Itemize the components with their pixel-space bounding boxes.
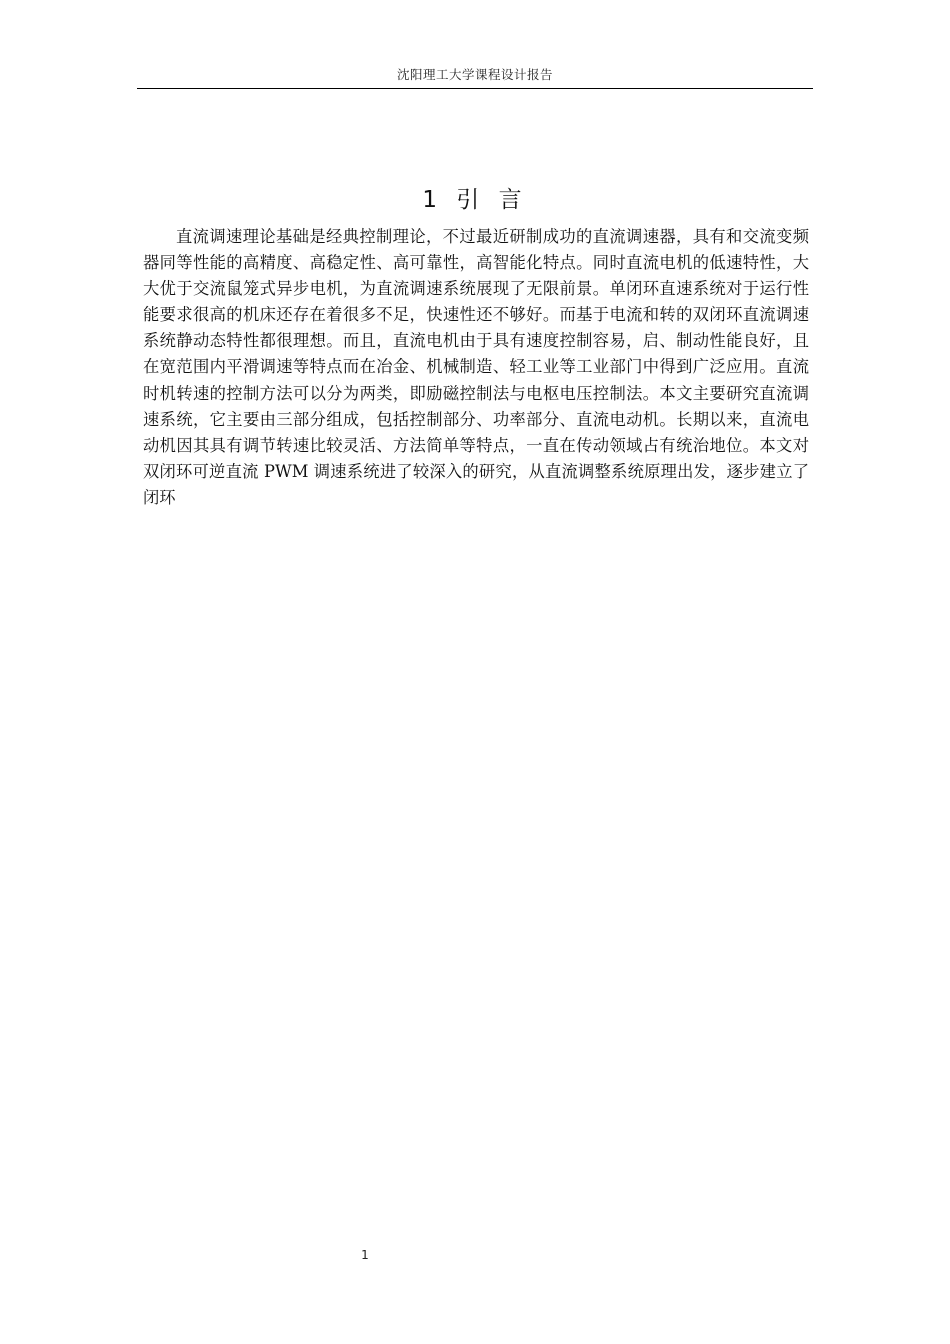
header-title: 沈阳理工大学课程设计报告: [396, 67, 553, 82]
chapter-title: 1 引 言: [422, 187, 528, 213]
body-paragraph: 直流调速理论基础是经典控制理论，不过最近研制成功的直流调速器，具有和交流变频器同等性能的高精度、高稳定性、高可靠性，高智能化特点。同时直流电机的低速特性，大大优于交流鼠笼式异步电机，为直流调速系统展现了无限前景。单闭环直速系统对于运行性能要求很高的机床还存在着很多不足，快速性还不够好。而基于电流和转的双闭环直流调速系统静动态特性都很理想。而且，直流电机由于具有速度控制容易，启、制动性能良好，且在宽范围内平滑调速等特点而在冶金、机械制造、轻工业等工业部门中得到广泛应用。直流时机转速的控制方法可以分为两类，即励磁控制法与电枢电压控制法。本文主要研究直流调速系统，它主要由三部分组成，包括控制部分、功率部分、直流电动机。长期以来，直流电动机因其具有调节转速比较灵活、方法简单等特点，一直在传动领域占有统治地位。本文对双闭环可逆直流 PWM 调速系统进了较深入的研究，从直流调整系统原理出发，逐步建立了闭环: [143, 227, 809, 507]
page-header: [137, 64, 813, 89]
page-number: 1: [361, 1248, 369, 1262]
